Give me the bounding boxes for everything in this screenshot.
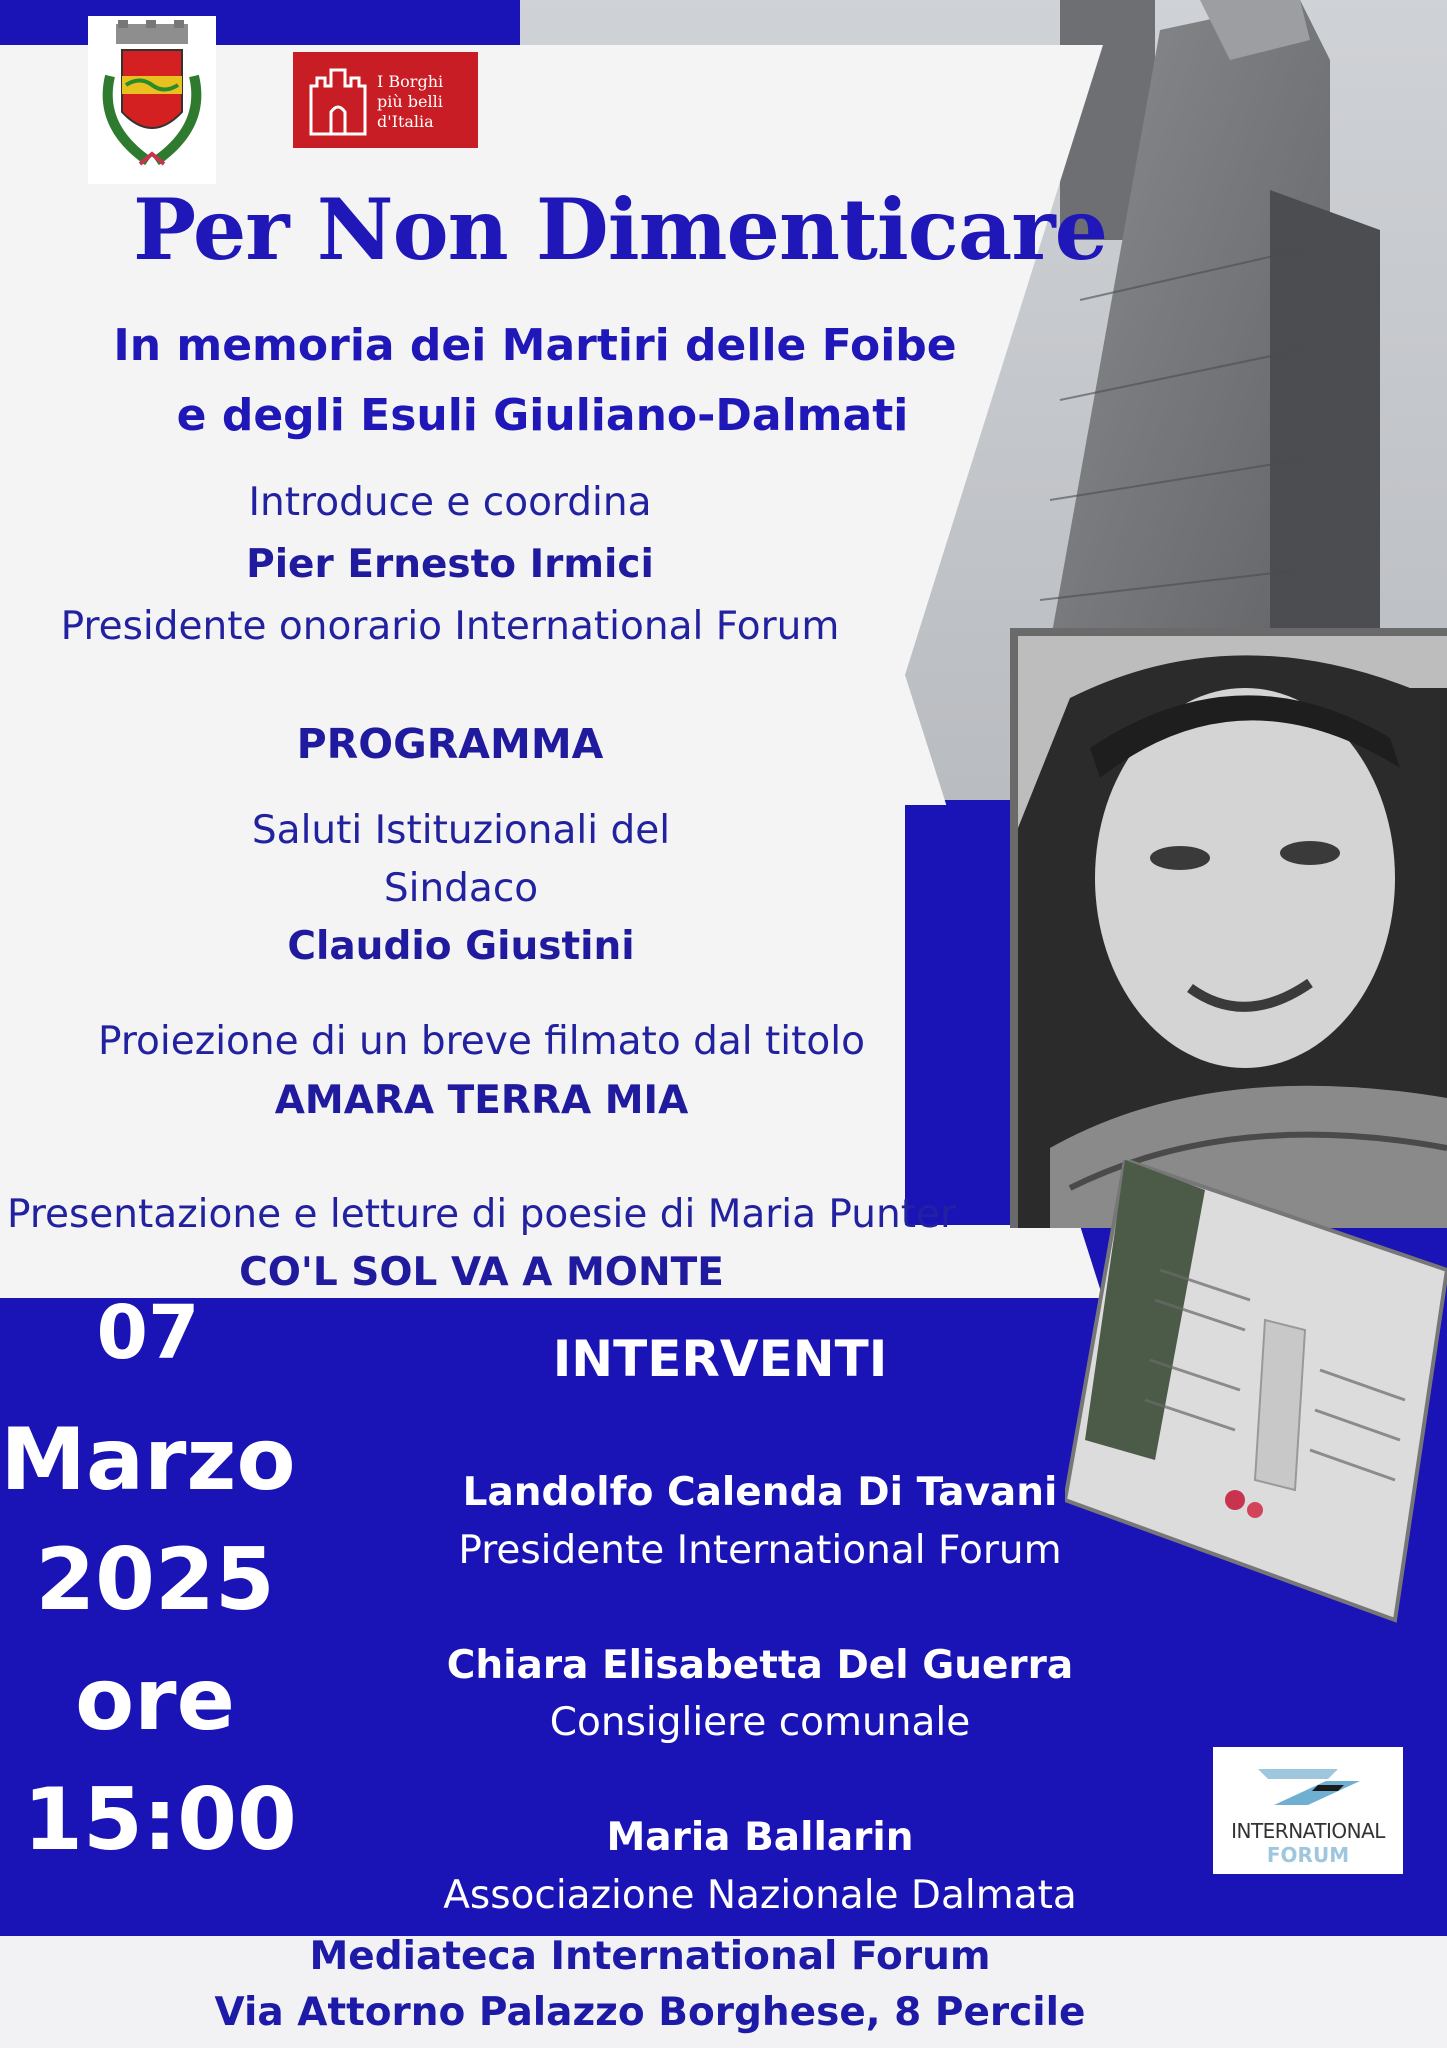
venue-line1: Mediateca International Forum (309, 1934, 991, 1979)
date-month: Marzo (0, 1410, 296, 1510)
subtitle-line1: In memoria dei Martiri delle Foibe (113, 320, 957, 371)
speaker-3-name: Maria Ballarin (606, 1815, 914, 1860)
saluti-line2: Sindaco (383, 866, 539, 911)
venue-line2: Via Attorno Palazzo Borghese, 8 Percile (214, 1990, 1086, 2035)
memorial-plaque-photo (1065, 1160, 1447, 1630)
coordinator-role: Presidente onorario International Forum (60, 604, 840, 649)
sindaco-name: Claudio Giustini (287, 924, 635, 969)
borghi-line1: I Borghi (377, 72, 444, 91)
interventi-heading: INTERVENTI (552, 1330, 888, 1388)
speaker-1-name: Landolfo Calenda Di Tavani (462, 1470, 1058, 1515)
forum-logo-line1: INTERNATIONAL (1231, 1819, 1385, 1843)
film-title: AMARA TERRA MIA (274, 1078, 689, 1123)
presentazione-text: Presentazione e letture di poesie di Maria Punter (6, 1192, 957, 1237)
coat-of-arms-logo (88, 16, 216, 184)
date-day: 07 (96, 1290, 200, 1376)
poetry-title: CO'L SOL VA A MONTE (239, 1250, 724, 1295)
borghi-line3: d'Italia (377, 112, 434, 131)
forum-emblem-icon (1248, 1761, 1368, 1811)
forum-logo-line2: FORUM (1266, 1843, 1350, 1867)
speaker-2-name: Chiara Elisabetta Del Guerra (446, 1643, 1074, 1688)
castle-icon (305, 64, 371, 136)
coordinator-name: Pier Ernesto Irmici (246, 542, 654, 587)
borghi-logo (293, 52, 478, 148)
speaker-3-role: Associazione Nazionale Dalmata (443, 1873, 1077, 1918)
speaker-2-role: Consigliere comunale (549, 1700, 971, 1745)
date-year: 2025 (35, 1530, 275, 1630)
saluti-line1: Saluti Istituzionali del (251, 808, 671, 853)
portrait-photo (1010, 628, 1447, 1228)
speaker-1-role: Presidente International Forum (458, 1528, 1062, 1573)
date-ore: ore (75, 1650, 235, 1750)
proiezione-text: Proiezione di un breve filmato dal titolo (98, 1019, 865, 1064)
subtitle-line2: e degli Esuli Giuliano-Dalmati (176, 390, 909, 441)
page-title: Per Non Dimenticare (132, 180, 1108, 279)
borghi-line2: più belli (377, 92, 443, 111)
date-time: 15:00 (23, 1770, 297, 1870)
international-forum-logo (1213, 1747, 1403, 1874)
coordinator-intro: Introduce e coordina (248, 480, 652, 525)
programma-heading: PROGRAMMA (296, 720, 604, 768)
